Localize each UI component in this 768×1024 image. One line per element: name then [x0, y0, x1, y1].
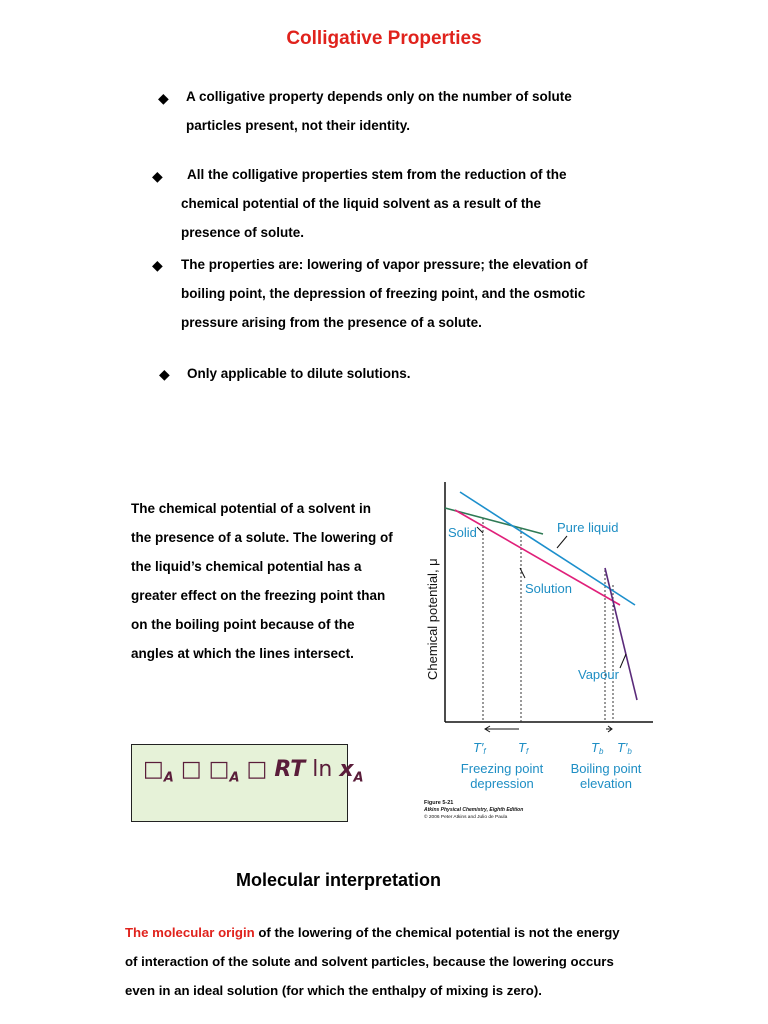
bullet-2-line-3: presence of solute. [181, 225, 305, 240]
description-line: greater effect on the freezing point than [131, 588, 386, 603]
bullet-2 [181, 160, 599, 247]
figure-copyright: © 2006 Peter Atkins and Julio de Paula [424, 815, 508, 820]
tick-label-tb [591, 740, 604, 756]
boiling-caption-line-1: Boiling point [570, 761, 642, 776]
bullet-3-line-1: The properties are: lowering of vapor pressure; the elevation of [181, 257, 588, 272]
bullet-4 [187, 359, 587, 388]
tick-label-subscript: b [627, 747, 632, 756]
tick-label-tf [518, 740, 529, 756]
diamond-bullet-icon: ◆ [158, 90, 169, 106]
equation-plus-symbol: □ [246, 757, 268, 782]
tick-label-text: T [591, 740, 599, 755]
bottom-paragraph-line-2: of interaction of the solute and solvent particles, because the lowering occurs [125, 954, 614, 969]
solid-pointer [477, 527, 483, 533]
tick-label-tb-prime [617, 740, 632, 756]
equation-mu-symbol: □ [143, 757, 164, 782]
pure-liquid-label: Pure liquid [557, 520, 619, 535]
tick-label-text: T′ [617, 740, 628, 755]
bullet-1-line-1: A colligative property depends only on the number of solute [186, 89, 572, 104]
figure-number: Figure 5-21 [424, 800, 454, 806]
bottom-paragraph-line-3: even in an ideal solution (for which the enthalpy of mixing is zero). [125, 983, 542, 998]
bottom-paragraph-line-1 [125, 918, 655, 947]
freezing-caption-line-1: Freezing point [460, 761, 544, 776]
bullet-3-line-3: pressure arising from the presence of a solute. [181, 315, 482, 330]
bullet-4-line-1: Only applicable to dilute solutions. [187, 366, 411, 381]
figure-book: Atkins Physical Chemistry, Eighth Edition [424, 807, 524, 813]
description-line: angles at which the lines intersect. [131, 646, 354, 661]
diamond-bullet-icon: ◆ [152, 257, 163, 273]
equation-rt: RT [274, 757, 306, 782]
equation-mu-star-symbol: □ [208, 757, 230, 782]
diamond-bullet-icon: ◆ [159, 366, 170, 382]
freezing-caption-line-2: depression [470, 776, 534, 791]
equation-subscript: A [229, 770, 240, 786]
equation-ln: ln [305, 757, 340, 782]
vapour-pointer [620, 654, 626, 668]
diamond-bullet-icon: ◆ [152, 168, 163, 184]
bullet-3 [181, 250, 611, 337]
page-title: Colligative Properties [286, 28, 482, 49]
description-line: The chemical potential of a solvent in [131, 501, 372, 516]
highlight-phrase: The molecular origin [125, 925, 255, 940]
y-axis-label: Chemical potential, μ [425, 558, 440, 680]
solution-label: Solution [525, 581, 572, 596]
bullet-2-line-2: chemical potential of the liquid solvent as a result of the [181, 196, 542, 211]
equation-subscript: A [163, 770, 174, 786]
bullet-1 [186, 82, 606, 140]
equation [143, 757, 364, 785]
tick-label-subscript: f [525, 747, 529, 756]
solid-label: Solid [448, 525, 477, 540]
figure-description [131, 494, 411, 668]
bullet-3-line-2: boiling point, the depression of freezing point, and the osmotic [181, 286, 586, 301]
pure-liquid-pointer [557, 536, 567, 548]
vapour-label: Vapour [578, 667, 619, 682]
description-line: the liquid’s chemical potential has a [131, 559, 362, 574]
equation-x: x [339, 757, 354, 782]
tick-label-subscript: b [598, 747, 604, 756]
tick-label-subscript: f [483, 747, 486, 756]
boiling-caption-line-2: elevation [579, 776, 633, 791]
section-heading: Molecular interpretation [236, 870, 442, 890]
equation-subscript: A [353, 770, 364, 786]
tick-label-text: T [518, 740, 526, 755]
bullet-1-line-2: particles present, not their identity. [186, 118, 411, 133]
bottom-paragraph [125, 918, 655, 1005]
equation-equals-symbol: □ [180, 757, 202, 782]
description-line: the presence of a solute. The lowering of [131, 530, 393, 545]
description-line: on the boiling point because of the [131, 617, 355, 632]
bottom-paragraph-line-1-rest: of the lowering of the chemical potential is not the energy [254, 925, 620, 940]
bullet-2-line-1: All the colligative properties stem from the reduction of the [187, 167, 567, 182]
tick-label-text: T′ [473, 740, 484, 755]
chemical-potential-figure [415, 470, 665, 830]
tick-label-tf-prime [473, 740, 486, 756]
